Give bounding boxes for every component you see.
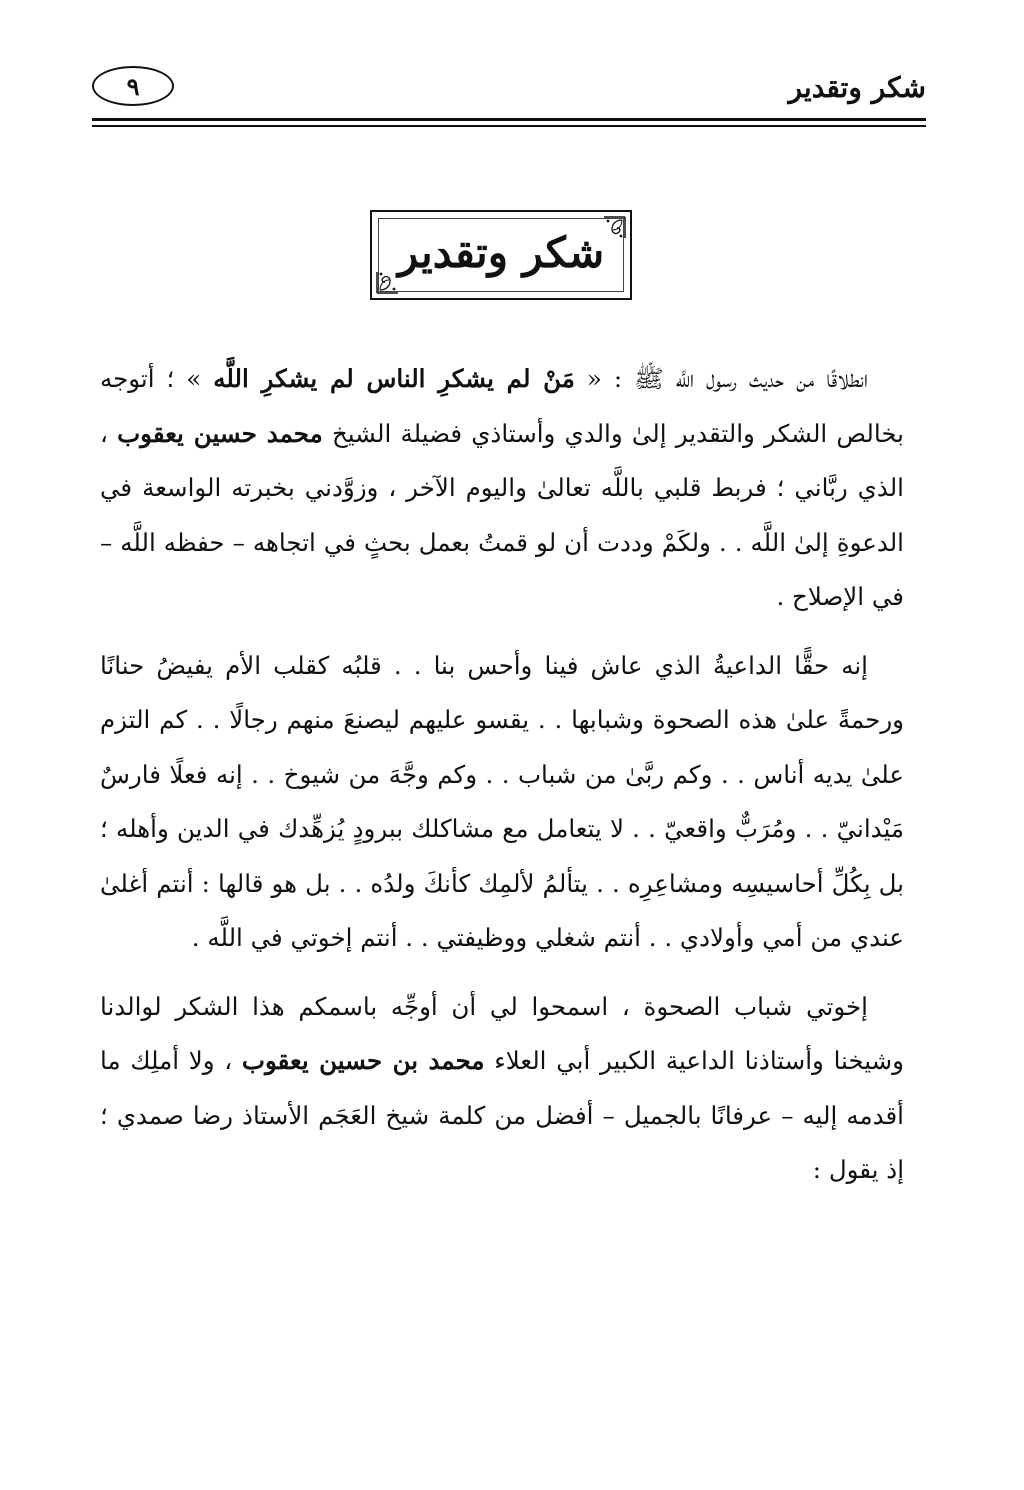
chapter-title: شكر وتقدير [397, 228, 605, 277]
sheikh-full-name: محمد بن حسين يعقوب [241, 1046, 485, 1075]
paragraph-1-text-c: ، الذي ربَّاني ؛ فربط قلبي باللَّه تعالىٰ واليوم الآخر ، وزوَّدني بخبرته الواسعة في الدعوةِ إلىٰ اللَّه . . ولكَمْ وددت أن لو قمتُ بعمل بحثٍ في اتجاهه – حفظه اللَّه – في الإصلاح . [100, 418, 904, 611]
paragraph-3-text-a: إخوتي شباب الصحوة ، اسمحوا لي أن أوجِّه باسمكم هذا الشكر لوالدنا وشيخنا وأستاذنا الداعية الكبير أبي العلاء [100, 991, 904, 1075]
chapter-title-box [370, 210, 632, 300]
paragraph-2-text: إنه حقًّا الداعيةُ الذي عاش فينا وأحس بنا . . قلبُه كقلب الأم يفيضُ حنانًا ورحمةً علىٰ هذه الصحوة وشبابها . . يقسو عليهم ليصنعَ منهم رجالًا . . كم التزم علىٰ يديه أناس . . وكم ربَّىٰ من شباب . . وكم وجَّهَ من شيوخ . . إنه فعلًا فارسٌ مَيْدانيّ . . ومُرَبٌّ واقعيّ . . لا يتعامل مع مشاكلك ببرودٍ يُزهِّدك في الدين وأهله ؛ بل بِكُلِّ أحاسيسِه ومشاعِرِه . . يتألمُ لألمِك كأنكَ ولدُه . . بل هو قالها : أنتم أغلىٰ عندي من أمي وأولادي . . أنتم شغلي ووظيفتي . . أنتم إخوتي في اللَّه . [100, 650, 904, 952]
paragraph-3-text-b: ، ولا أملِك ما أقدمه إليه – عرفانًا بالجميل – أفضل من كلمة شيخ العَجَم الأستاذ رضا صمدي ؛ إذ يقول : [100, 1046, 904, 1184]
paragraph-1-text-b: » ؛ أتوجه بخالص الشكر والتقدير إلىٰ والدي وأستاذي فضيلة الشيخ [100, 364, 904, 448]
header-rule-thick [92, 118, 926, 121]
hadith-quote: مَنْ لم يشكرِ الناس لم يشكرِ اللَّه [213, 364, 575, 393]
paragraph-2 [100, 639, 904, 966]
running-title: شكر وتقدير [788, 71, 926, 104]
sheikh-name: محمد حسين يعقوب [117, 418, 323, 448]
paragraph-1-text-a: انطلاقًا من حديث رسول اللَّه ﷺ : « [574, 364, 868, 393]
paragraph-1 [100, 352, 904, 625]
body-text [100, 352, 904, 1212]
header-rule-thin [92, 125, 926, 127]
page-number: ٩ [92, 66, 174, 106]
running-header [92, 62, 926, 118]
corner-ornament-icon [376, 270, 400, 294]
corner-ornament-icon [602, 216, 626, 240]
paragraph-3 [100, 980, 904, 1198]
